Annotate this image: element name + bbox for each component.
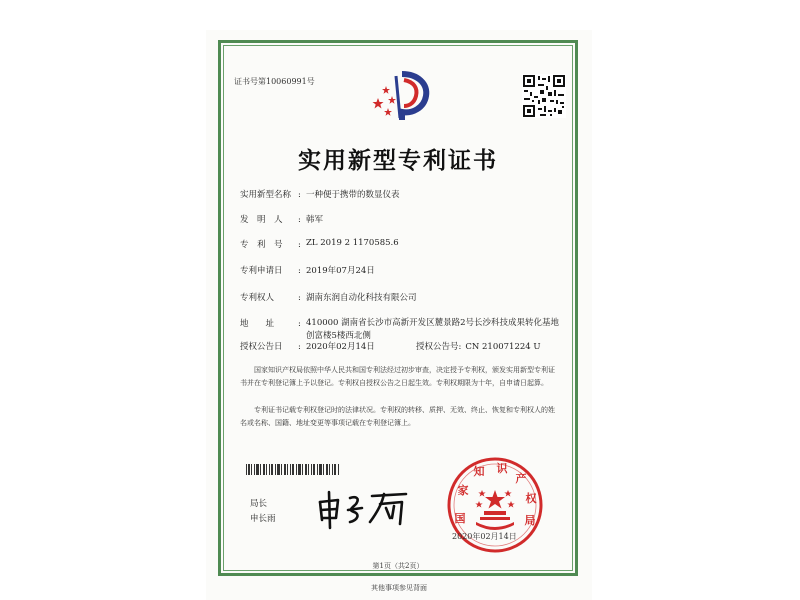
field-patentee <box>240 291 417 303</box>
field-value: 410000 湖南省长沙市高新开发区麓景路2号长沙科技成果转化基地创富楼5楼西北侧 <box>306 318 560 341</box>
signatory-name: 申长雨 <box>250 514 276 524</box>
field-separator: : <box>298 293 301 303</box>
handwritten-signature <box>312 488 412 530</box>
svg-text:国: 国 <box>454 512 466 525</box>
qr-code-icon <box>522 74 566 118</box>
field-label: 实用新型名称 <box>240 190 292 200</box>
field-separator: : <box>298 266 301 276</box>
field-label: 专利权人 <box>240 293 275 303</box>
svg-text:产: 产 <box>515 472 527 485</box>
page-indicator: 第1页（共2页） <box>372 562 424 570</box>
barcode-icon <box>246 464 340 475</box>
svg-text:家: 家 <box>457 484 469 497</box>
field-value: ZL 2019 2 1170585.6 <box>306 238 399 248</box>
field-label: 地 址 <box>240 319 275 329</box>
svg-text:局: 局 <box>524 514 536 527</box>
grant-number-value: CN 210071224 U <box>465 342 541 352</box>
svg-text:权: 权 <box>525 492 537 505</box>
field-separator: : <box>298 240 301 250</box>
field-label: 专 利 号 <box>240 240 283 250</box>
footer-note: 其他事项参见背面 <box>371 584 427 592</box>
field-utility-model-name <box>240 188 400 200</box>
field-value: 一种便于携带的数显仪表 <box>306 190 400 200</box>
field-separator: : <box>298 342 301 352</box>
registration-note-paragraph: 专利证书记载专利权登记时的法律状况。专利权的转移、质押、无效、终止、恢复和专利权人的姓名或名称、国籍、地址变更等事项记载在专利登记簿上。 <box>240 406 555 427</box>
field-value: 韩军 <box>306 215 324 225</box>
svg-text:知: 知 <box>473 465 485 478</box>
field-label: 专利申请日 <box>240 266 283 276</box>
field-patent-number <box>240 238 399 250</box>
field-label: 发 明 人 <box>240 215 283 225</box>
svg-text:识: 识 <box>496 462 508 475</box>
field-value: 湖南东润自动化科技有限公司 <box>306 293 417 303</box>
certificate-number: 证书号第10060991号 <box>234 77 315 86</box>
seal-date: 2020年02月14日 <box>452 532 517 541</box>
field-separator: : <box>298 319 301 329</box>
signatory-title: 局长 <box>250 499 268 509</box>
field-inventor <box>240 213 323 225</box>
field-grant-date <box>240 340 541 352</box>
field-label: 授权公告日 <box>240 342 283 352</box>
certificate-title: 实用新型专利证书 <box>298 147 498 174</box>
field-separator: : <box>298 190 301 200</box>
field-value: 2019年07月24日 <box>306 266 375 276</box>
field-separator: : <box>298 215 301 225</box>
grant-number-label: 授权公告号: <box>416 342 462 352</box>
field-value: 2020年02月14日 <box>306 342 375 352</box>
field-application-date <box>240 264 375 276</box>
cnipa-logo-icon <box>366 68 438 122</box>
legal-statement-paragraph: 国家知识产权局依照中华人民共和国专利法经过初步审查，决定授予专利权，颁发实用新型专利证书并在专利登记簿上予以登记。专利权自授权公告之日起生效。专利权期限为十年，自申请日起算。 <box>240 366 555 387</box>
